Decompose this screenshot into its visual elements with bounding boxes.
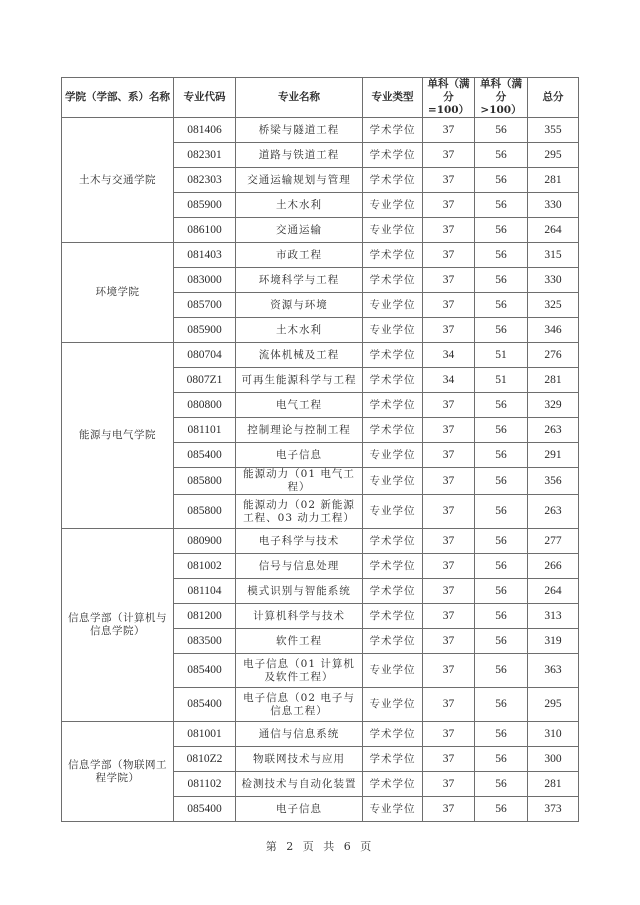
major-type-cell: 学术学位	[363, 554, 423, 579]
major-type-cell: 学术学位	[363, 143, 423, 168]
single-over-100-score-cell: 56	[475, 293, 528, 318]
page-indicator: 第 2 页 共 6 页	[265, 840, 375, 853]
page-footer	[0, 838, 640, 854]
total-score-cell: 291	[528, 443, 579, 468]
total-score-cell: 264	[528, 218, 579, 243]
single-over-100-score-cell: 56	[475, 722, 528, 747]
total-score-cell: 310	[528, 722, 579, 747]
major-code-cell: 080800	[174, 393, 236, 418]
single-over-100-score-cell: 56	[475, 747, 528, 772]
major-type-cell: 专业学位	[363, 193, 423, 218]
major-name-cell: 道路与铁道工程	[236, 143, 363, 168]
total-score-cell: 329	[528, 393, 579, 418]
total-score-cell: 264	[528, 579, 579, 604]
major-name-cell: 桥梁与隧道工程	[236, 118, 363, 143]
major-code-cell: 085700	[174, 293, 236, 318]
college-cell: 环境学院	[62, 243, 174, 343]
college-cell: 土木与交通学院	[62, 118, 174, 243]
single-over-100-score-cell: 56	[475, 143, 528, 168]
total-score-cell: 330	[528, 268, 579, 293]
major-code-cell: 085800	[174, 495, 236, 529]
major-code-cell: 085900	[174, 193, 236, 218]
major-code-cell: 082303	[174, 168, 236, 193]
major-code-cell: 081104	[174, 579, 236, 604]
major-type-cell: 学术学位	[363, 529, 423, 554]
table-row	[62, 243, 579, 268]
header-college: 学院（学部、系）名称	[62, 78, 174, 118]
total-score-cell: 373	[528, 797, 579, 822]
major-name-cell: 资源与环境	[236, 293, 363, 318]
major-name-cell: 流体机械及工程	[236, 343, 363, 368]
single-100-score-cell: 37	[423, 579, 475, 604]
major-type-cell: 学术学位	[363, 368, 423, 393]
header-single-over-100: 单科（满分>100）	[475, 78, 528, 118]
major-code-cell: 085400	[174, 443, 236, 468]
major-name-cell: 控制理论与控制工程	[236, 418, 363, 443]
major-code-cell: 080704	[174, 343, 236, 368]
major-type-cell: 学术学位	[363, 772, 423, 797]
single-over-100-score-cell: 56	[475, 218, 528, 243]
single-100-score-cell: 37	[423, 143, 475, 168]
major-name-cell: 电子信息（01 计算机及软件工程）	[236, 654, 363, 688]
single-100-score-cell: 34	[423, 368, 475, 393]
major-name-cell: 土木水利	[236, 318, 363, 343]
major-type-cell: 专业学位	[363, 218, 423, 243]
header-single-100: 单科（满分=100）	[423, 78, 475, 118]
major-code-cell: 081406	[174, 118, 236, 143]
single-over-100-score-cell: 56	[475, 418, 528, 443]
total-score-cell: 281	[528, 368, 579, 393]
total-score-cell: 346	[528, 318, 579, 343]
major-name-cell: 电子信息	[236, 443, 363, 468]
total-score-cell: 325	[528, 293, 579, 318]
single-over-100-score-cell: 56	[475, 654, 528, 688]
major-type-cell: 专业学位	[363, 468, 423, 495]
table-header-row	[62, 78, 579, 118]
major-code-cell: 081101	[174, 418, 236, 443]
major-code-cell: 081102	[174, 772, 236, 797]
major-name-cell: 电子信息（02 电子与信息工程）	[236, 688, 363, 722]
single-100-score-cell: 37	[423, 654, 475, 688]
single-100-score-cell: 37	[423, 318, 475, 343]
major-type-cell: 学术学位	[363, 118, 423, 143]
single-100-score-cell: 37	[423, 193, 475, 218]
major-name-cell: 能源动力（02 新能源工程、03 动力工程）	[236, 495, 363, 529]
table-row	[62, 722, 579, 747]
single-over-100-score-cell: 56	[475, 268, 528, 293]
major-name-cell: 市政工程	[236, 243, 363, 268]
major-code-cell: 0810Z2	[174, 747, 236, 772]
major-type-cell: 学术学位	[363, 168, 423, 193]
total-score-cell: 363	[528, 654, 579, 688]
major-name-cell: 电子信息	[236, 797, 363, 822]
major-type-cell: 学术学位	[363, 579, 423, 604]
single-over-100-score-cell: 56	[475, 243, 528, 268]
header-major: 专业名称	[236, 78, 363, 118]
major-code-cell: 080900	[174, 529, 236, 554]
single-100-score-cell: 37	[423, 268, 475, 293]
single-100-score-cell: 37	[423, 722, 475, 747]
single-100-score-cell: 37	[423, 443, 475, 468]
header-type: 专业类型	[363, 78, 423, 118]
single-100-score-cell: 34	[423, 343, 475, 368]
total-score-cell: 315	[528, 243, 579, 268]
single-100-score-cell: 37	[423, 418, 475, 443]
table-row	[62, 118, 579, 143]
single-over-100-score-cell: 56	[475, 393, 528, 418]
total-score-cell: 319	[528, 629, 579, 654]
single-100-score-cell: 37	[423, 529, 475, 554]
major-code-cell: 081001	[174, 722, 236, 747]
major-type-cell: 专业学位	[363, 318, 423, 343]
single-100-score-cell: 37	[423, 688, 475, 722]
total-score-cell: 276	[528, 343, 579, 368]
single-over-100-score-cell: 56	[475, 604, 528, 629]
major-type-cell: 学术学位	[363, 393, 423, 418]
single-over-100-score-cell: 56	[475, 318, 528, 343]
major-name-cell: 软件工程	[236, 629, 363, 654]
single-over-100-score-cell: 51	[475, 343, 528, 368]
major-name-cell: 可再生能源科学与工程	[236, 368, 363, 393]
major-code-cell: 083500	[174, 629, 236, 654]
score-line-table	[61, 77, 579, 822]
single-over-100-score-cell: 56	[475, 118, 528, 143]
total-score-cell: 266	[528, 554, 579, 579]
single-100-score-cell: 37	[423, 797, 475, 822]
single-100-score-cell: 37	[423, 118, 475, 143]
major-code-cell: 083000	[174, 268, 236, 293]
college-cell: 能源与电气学院	[62, 343, 174, 529]
total-score-cell: 313	[528, 604, 579, 629]
single-over-100-score-cell: 56	[475, 554, 528, 579]
major-code-cell: 0807Z1	[174, 368, 236, 393]
major-type-cell: 专业学位	[363, 443, 423, 468]
total-score-cell: 281	[528, 772, 579, 797]
major-name-cell: 交通运输	[236, 218, 363, 243]
header-total: 总分	[528, 78, 579, 118]
total-score-cell: 295	[528, 688, 579, 722]
major-code-cell: 081200	[174, 604, 236, 629]
single-100-score-cell: 37	[423, 554, 475, 579]
major-name-cell: 计算机科学与技术	[236, 604, 363, 629]
single-100-score-cell: 37	[423, 747, 475, 772]
major-type-cell: 学术学位	[363, 722, 423, 747]
college-cell: 信息学部（计算机与信息学院）	[62, 529, 174, 722]
major-code-cell: 082301	[174, 143, 236, 168]
major-name-cell: 电子科学与技术	[236, 529, 363, 554]
single-over-100-score-cell: 56	[475, 797, 528, 822]
single-100-score-cell: 37	[423, 604, 475, 629]
total-score-cell: 281	[528, 168, 579, 193]
table-row	[62, 529, 579, 554]
total-score-cell: 330	[528, 193, 579, 218]
major-type-cell: 学术学位	[363, 604, 423, 629]
major-code-cell: 085400	[174, 797, 236, 822]
major-type-cell: 专业学位	[363, 688, 423, 722]
single-over-100-score-cell: 56	[475, 529, 528, 554]
major-type-cell: 专业学位	[363, 797, 423, 822]
major-name-cell: 环境科学与工程	[236, 268, 363, 293]
total-score-cell: 355	[528, 118, 579, 143]
major-name-cell: 电气工程	[236, 393, 363, 418]
major-code-cell: 086100	[174, 218, 236, 243]
single-100-score-cell: 37	[423, 495, 475, 529]
single-over-100-score-cell: 51	[475, 368, 528, 393]
major-type-cell: 学术学位	[363, 243, 423, 268]
major-type-cell: 学术学位	[363, 629, 423, 654]
single-100-score-cell: 37	[423, 629, 475, 654]
total-score-cell: 295	[528, 143, 579, 168]
major-name-cell: 土木水利	[236, 193, 363, 218]
total-score-cell: 263	[528, 495, 579, 529]
single-100-score-cell: 37	[423, 168, 475, 193]
total-score-cell: 300	[528, 747, 579, 772]
major-type-cell: 专业学位	[363, 293, 423, 318]
total-score-cell: 356	[528, 468, 579, 495]
single-100-score-cell: 37	[423, 393, 475, 418]
major-code-cell: 085400	[174, 688, 236, 722]
major-type-cell: 学术学位	[363, 343, 423, 368]
major-code-cell: 081403	[174, 243, 236, 268]
major-name-cell: 检测技术与自动化装置	[236, 772, 363, 797]
single-100-score-cell: 37	[423, 293, 475, 318]
major-type-cell: 学术学位	[363, 418, 423, 443]
major-type-cell: 学术学位	[363, 747, 423, 772]
single-over-100-score-cell: 56	[475, 579, 528, 604]
single-100-score-cell: 37	[423, 243, 475, 268]
major-name-cell: 模式识别与智能系统	[236, 579, 363, 604]
total-score-cell: 263	[528, 418, 579, 443]
single-over-100-score-cell: 56	[475, 168, 528, 193]
major-name-cell: 交通运输规划与管理	[236, 168, 363, 193]
major-code-cell: 085800	[174, 468, 236, 495]
college-cell: 信息学部（物联网工程学院）	[62, 722, 174, 822]
major-name-cell: 物联网技术与应用	[236, 747, 363, 772]
single-over-100-score-cell: 56	[475, 495, 528, 529]
single-over-100-score-cell: 56	[475, 193, 528, 218]
major-type-cell: 学术学位	[363, 268, 423, 293]
header-code: 专业代码	[174, 78, 236, 118]
major-name-cell: 信号与信息处理	[236, 554, 363, 579]
single-over-100-score-cell: 56	[475, 688, 528, 722]
single-100-score-cell: 37	[423, 468, 475, 495]
table-body	[62, 118, 579, 822]
single-over-100-score-cell: 56	[475, 468, 528, 495]
major-code-cell: 081002	[174, 554, 236, 579]
major-code-cell: 085900	[174, 318, 236, 343]
major-name-cell: 能源动力（01 电气工程）	[236, 468, 363, 495]
single-over-100-score-cell: 56	[475, 772, 528, 797]
major-type-cell: 专业学位	[363, 495, 423, 529]
single-over-100-score-cell: 56	[475, 443, 528, 468]
total-score-cell: 277	[528, 529, 579, 554]
major-type-cell: 专业学位	[363, 654, 423, 688]
major-name-cell: 通信与信息系统	[236, 722, 363, 747]
table-row	[62, 343, 579, 368]
single-100-score-cell: 37	[423, 772, 475, 797]
major-code-cell: 085400	[174, 654, 236, 688]
single-100-score-cell: 37	[423, 218, 475, 243]
single-over-100-score-cell: 56	[475, 629, 528, 654]
